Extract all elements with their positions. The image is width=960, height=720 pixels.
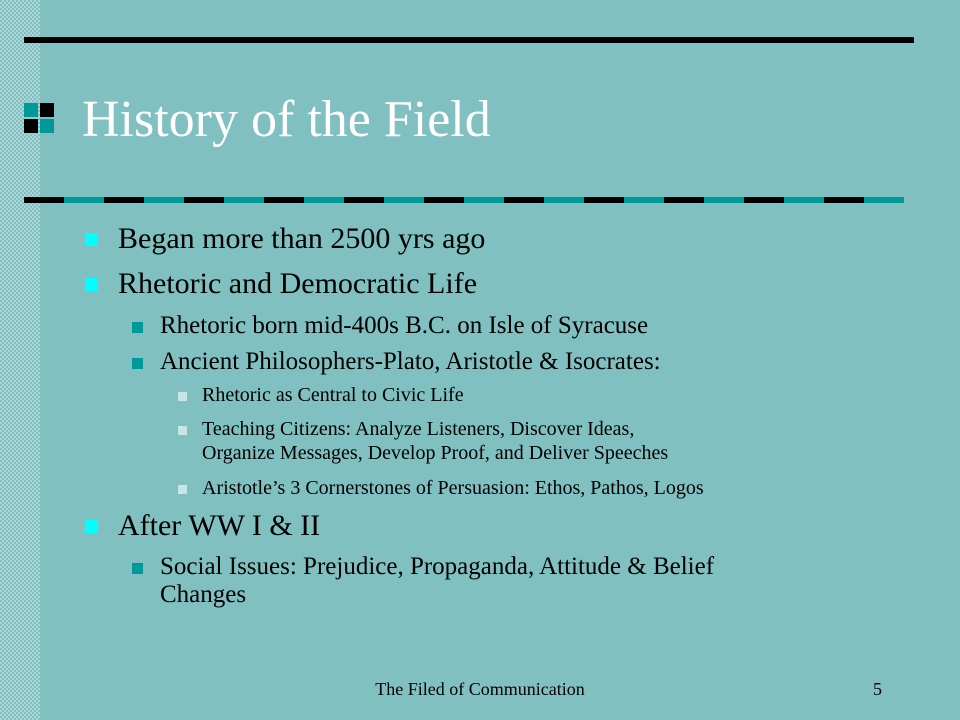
square-bullet-icon [132,358,143,369]
bullet-text-line: Organize Messages, Develop Proof, and Deliver Speeches [202,442,669,464]
square-bullet-icon [85,520,98,533]
footer-title: The Filed of Communication [375,679,585,699]
page-number: 5 [873,679,882,699]
square-bullet-icon [132,322,143,333]
subbullet-rhetoric-born [160,312,648,340]
square-bullet-icon [178,485,187,494]
bullet-text: Rhetoric born mid-400s B.C. on Isle of Syracuse [160,312,649,339]
subsubbullet-civic-life [202,383,464,407]
square-bullet-icon [85,233,98,246]
bullet-text: After WW I & II [118,509,321,542]
bullet-text-line: Changes [160,581,247,608]
bullet-after-ww [118,509,320,543]
slide-title: History of the Field [82,91,491,148]
top-rule [24,37,914,43]
bullet-began [118,222,485,256]
square-bullet-icon [178,392,187,401]
square-bullet-icon [132,563,143,574]
bullet-text: Rhetoric as Central to Civic Life [202,384,464,406]
bullet-text-line: Social Issues: Prejudice, Propaganda, Attitude & Belief [160,553,715,580]
bullet-text: Began more than 2500 yrs ago [118,222,486,255]
subsubbullet-teaching-citizens [202,417,668,465]
subsubbullet-cornerstones [202,476,704,500]
square-bullet-icon [178,426,187,435]
checkered-square-icon [24,103,56,135]
bullet-text-line: Teaching Citizens: Analyze Listeners, Discover Ideas, [202,418,635,440]
bullet-text: Aristotle’s 3 Cornerstones of Persuasion: Ethos, Pathos, Logos [202,477,704,499]
dashed-divider [24,197,904,203]
square-bullet-icon [85,278,98,291]
subbullet-ancient-philosophers [160,348,661,376]
bullet-text: Ancient Philosophers-Plato, Aristotle & Isocrates: [160,348,661,375]
subbullet-social-issues [160,553,714,609]
bullet-rhetoric-democratic-life [118,267,477,301]
bullet-text: Rhetoric and Democratic Life [118,267,478,300]
